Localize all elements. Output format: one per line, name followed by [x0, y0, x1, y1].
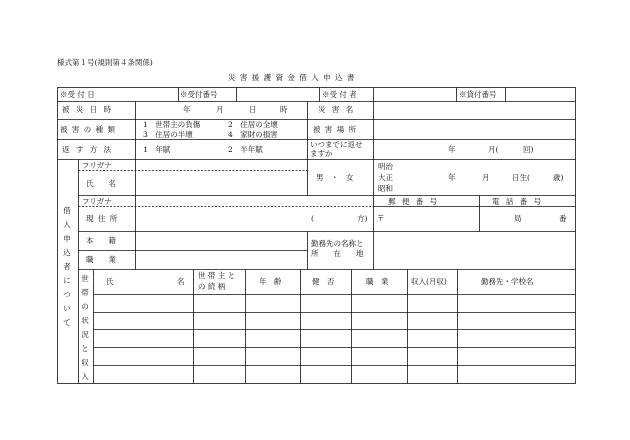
hh-name-left: 氏 [106, 277, 114, 286]
repay-until-label-1: いつまでに返せ [310, 140, 363, 149]
disaster-name-label: 災 害 名 [318, 105, 356, 114]
furigana-label-2: フリガナ [82, 197, 112, 206]
employer-label-2: 所 在 地 [311, 249, 364, 258]
hh-school: 勤務先・学校名 [481, 277, 534, 286]
disaster-day: 日 [249, 105, 257, 114]
hh-occupation: 職 業 [366, 277, 389, 286]
birth-month: 月 [482, 173, 490, 182]
receipt-date-label: ※受 付 日 [60, 90, 95, 99]
page-title: 災 害 援 護 資 金 借 入 申 込 書 [228, 73, 356, 82]
household-side-label: 世 帯 の 状 況 と 収 入 [81, 274, 89, 381]
domicile-label: 本 籍 [86, 236, 116, 245]
repay-times: 回) [523, 145, 534, 154]
era-taisho: 大正 [378, 173, 393, 182]
disaster-date-label: 被 災 日 時 [62, 105, 114, 114]
occupation-label: 職 業 [86, 255, 116, 264]
address-label: 現 住 所 [86, 214, 119, 223]
phone-label: 電 話 番 号 [492, 197, 544, 206]
era-meiji: 明治 [378, 162, 393, 171]
hh-health: 健 否 [312, 277, 335, 286]
damage-option-3: 3 住居の半壊 [143, 130, 193, 139]
postal-mark: 〒 [377, 214, 385, 223]
receiver-label: ※受 付 者 [322, 90, 357, 99]
loan-number-label: ※貸付番号 [459, 90, 497, 99]
hh-age: 年 齢 [259, 277, 282, 286]
name-label: 氏 名 [86, 179, 116, 188]
damage-type-label: 被 害 の 種 類 [60, 125, 117, 134]
address-paren-close: 方) [357, 214, 368, 223]
disaster-year: 年 [183, 105, 191, 114]
repay-month: 月( [488, 145, 499, 154]
sex-label: 男 ・ 女 [316, 173, 354, 182]
disaster-hour: 時 [280, 105, 288, 114]
repay-year: 年 [448, 145, 456, 154]
furigana-label: フリガナ [82, 161, 112, 170]
applicant-side-label: 借 入 申 込 者 に つ い て [63, 206, 71, 327]
birth-day: 日生( [512, 173, 530, 182]
damage-option-4: 4 家財の損害 [228, 130, 278, 139]
repayment-label: 返 す 方 法 [62, 145, 114, 154]
hh-name-right: 名 [177, 277, 185, 286]
repayment-option-2: 2 半年賦 [228, 145, 263, 154]
hh-relation-1: 世 帯 主 と [198, 271, 236, 280]
damage-option-1: 1 世帯主の負傷 [143, 120, 201, 129]
era-showa: 昭和 [378, 184, 393, 193]
disaster-month: 月 [216, 105, 224, 114]
birth-age: 歳) [553, 173, 564, 182]
damage-place-label: 被 害 場 所 [313, 125, 358, 134]
form-number: 様式第１号(規則第４条関係) [57, 58, 153, 67]
address-paren-open: ( [311, 214, 314, 223]
hh-relation-2: の 続 柄 [198, 282, 226, 291]
employer-label-1: 勤務先の名称と [311, 239, 364, 248]
repayment-option-1: 1 年賦 [143, 145, 171, 154]
exchange-label: 局 [514, 214, 522, 223]
exchange-number-label: 番 [559, 214, 567, 223]
birth-year: 年 [448, 173, 456, 182]
repay-until-label-2: ますか [310, 149, 333, 158]
postal-label: 郵 便 番 号 [388, 197, 440, 206]
receipt-number-label: ※受付番号 [180, 90, 218, 99]
damage-option-2: 2 住居の全壊 [228, 120, 278, 129]
hh-income: 収入(月収) [411, 277, 447, 286]
